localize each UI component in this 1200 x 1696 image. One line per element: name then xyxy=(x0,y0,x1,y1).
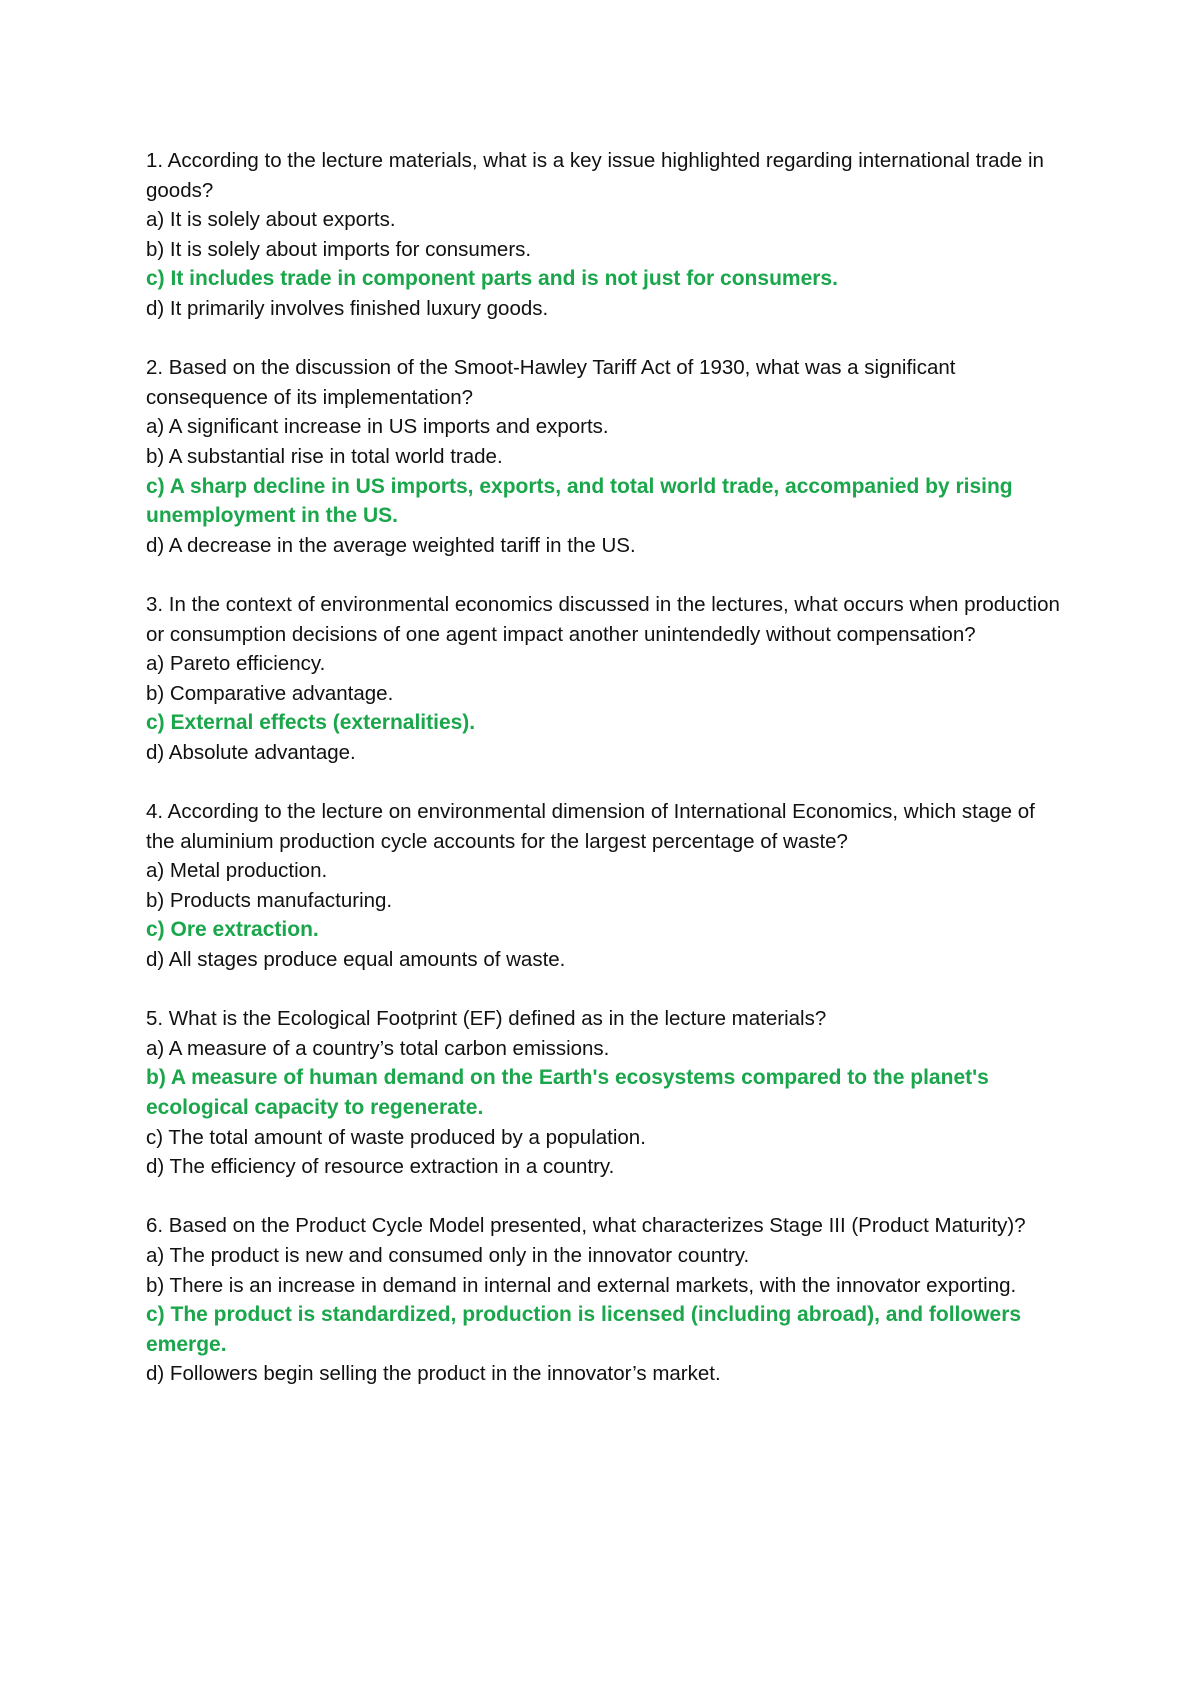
correct-answer-option-b: b) A measure of human demand on the Earth's ecosystems compared to the planet's ecological capacity to regenerate. xyxy=(146,1066,989,1119)
answer-option-b: b) Comparative advantage. xyxy=(146,681,394,705)
question-3 xyxy=(146,590,1066,768)
answer-option-a: a) A measure of a country’s total carbon emissions. xyxy=(146,1036,610,1060)
question-4 xyxy=(146,797,1066,975)
question-text: 6. Based on the Product Cycle Model presented, what characterizes Stage III (Product Maturity)? xyxy=(146,1214,1026,1238)
question-text: 2. Based on the discussion of the Smoot-Hawley Tariff Act of 1930, what was a significant consequence of its implementation? xyxy=(146,356,956,409)
question-text: 3. In the context of environmental economics discussed in the lectures, what occurs when production or consumption decisions of one agent impact another unintendedly without compensation? xyxy=(146,592,1060,646)
correct-answer-option-c: c) The product is standardized, production is licensed (including abroad), and followers emerge. xyxy=(146,1303,1022,1356)
answer-option-d: d) Absolute advantage. xyxy=(146,740,356,764)
answer-option-d: d) All stages produce equal amounts of waste. xyxy=(146,948,566,972)
answer-option-a: a) It is solely about exports. xyxy=(146,208,396,232)
answer-option-a: a) The product is new and consumed only in the innovator country. xyxy=(146,1243,750,1267)
answer-option-a: a) Metal production. xyxy=(146,859,328,883)
quiz-content xyxy=(146,146,1066,1419)
answer-option-b: b) Products manufacturing. xyxy=(146,888,393,912)
answer-option-a: a) A significant increase in US imports and exports. xyxy=(146,415,609,439)
question-text: 5. What is the Ecological Footprint (EF) defined as in the lecture materials? xyxy=(146,1007,827,1031)
question-text: 1. According to the lecture materials, what is a key issue highlighted regarding international trade in goods? xyxy=(146,149,1044,202)
answer-option-b: b) It is solely about imports for consumers. xyxy=(146,237,532,261)
answer-option-a: a) Pareto efficiency. xyxy=(146,652,326,676)
answer-option-d: d) Followers begin selling the product in the innovator’s market. xyxy=(146,1362,721,1386)
answer-option-b: b) A substantial rise in total world trade. xyxy=(146,444,503,468)
question-text: 4. According to the lecture on environmental dimension of International Economics, which stage of the aluminium production cycle accounts for the largest percentage of waste? xyxy=(146,800,1035,853)
question-2 xyxy=(146,353,1066,560)
answer-option-c: c) The total amount of waste produced by a population. xyxy=(146,1125,646,1149)
question-6 xyxy=(146,1211,1066,1389)
correct-answer-option-c: c) External effects (externalities). xyxy=(146,711,476,735)
correct-answer-option-c: c) A sharp decline in US imports, exports, and total world trade, accompanied by rising unemployment in the US. xyxy=(146,474,1013,528)
answer-option-b: b) There is an increase in demand in internal and external markets, with the innovator exporting. xyxy=(146,1273,1017,1297)
correct-answer-option-c: c) Ore extraction. xyxy=(146,918,319,942)
correct-answer-option-c: c) It includes trade in component parts and is not just for consumers. xyxy=(146,267,838,291)
answer-option-d: d) A decrease in the average weighted tariff in the US. xyxy=(146,533,636,557)
answer-option-d: d) It primarily involves finished luxury goods. xyxy=(146,296,549,320)
answer-option-d: d) The efficiency of resource extraction in a country. xyxy=(146,1155,615,1179)
question-1 xyxy=(146,146,1066,324)
question-5 xyxy=(146,1004,1066,1182)
